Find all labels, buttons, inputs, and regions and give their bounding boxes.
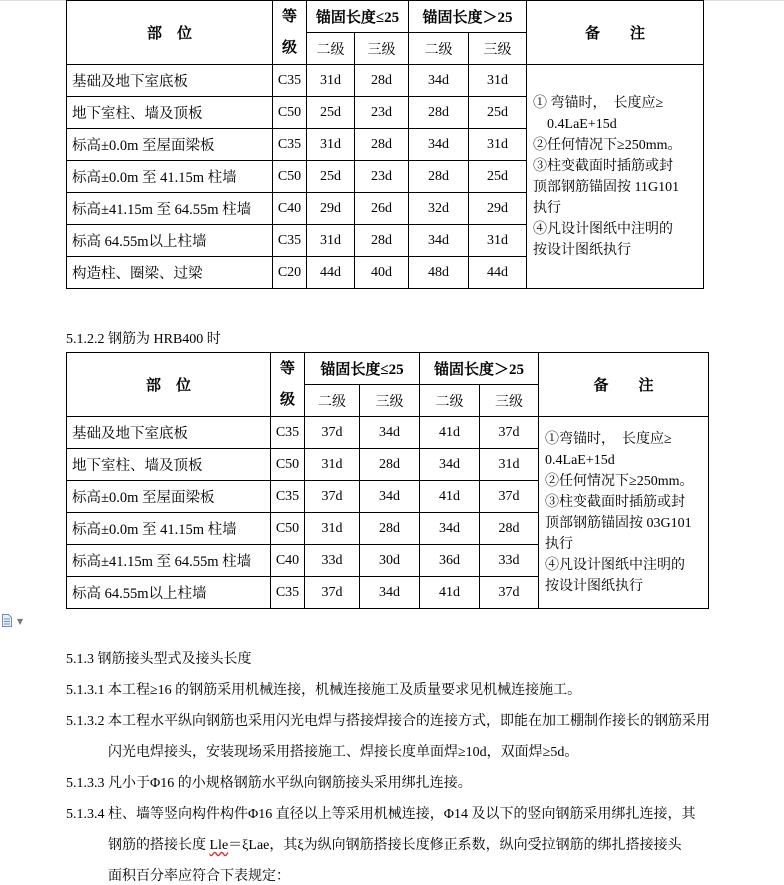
paragraph-5-1-3-2: 5.1.3.2 本工程水平纵向钢筋也采用闪光电焊与搭接焊接合的连接方式，即能在加工棚制作接长的钢筋采用 [66,714,710,729]
cell-value: 25d [307,97,355,129]
cell-value: 37d [305,417,360,449]
cell-grade: C35 [273,129,307,161]
cell-value: 44d [307,257,355,289]
header-level3: 三级 [360,385,420,417]
cell-value: 25d [469,161,527,193]
paragraph-5-1-3-4: 5.1.3.4 柱、墙等竖向构件构件Φ16 直径以上等采用机械连接，Φ14 及以下的竖向钢筋采用绑扎连接，其 [66,807,696,822]
cell-value: 31d [307,129,355,161]
paragraph-5-1-3-4-cont2: 面积百分率应符合下表规定： [108,869,290,884]
cell-grade: C20 [273,257,307,289]
cell-value: 34d [360,577,420,609]
paragraph-5-1-3: 5.1.3 钢筋接头型式及接头长度 [66,652,252,667]
cell-value: 34d [360,481,420,513]
header-location: 部 位 [67,353,271,417]
header-level3: 三级 [355,33,409,65]
header-level3: 三级 [480,385,539,417]
header-anchor-le25: 锚固长度≤25 [307,1,409,33]
cell-value: 31d [469,225,527,257]
cell-value: 37d [480,577,539,609]
cell-value: 25d [307,161,355,193]
cell-grade: C35 [271,481,305,513]
cell-value: 41d [420,481,480,513]
remarks-notes: ① 弯锚时， 长度应≥ 0.4LaE+15d ②任何情况下≥250mm。 ③柱变截面时插筋或封 顶部钢筋锚固按 11G101 执行 ④凡设计图纸中注明的 按设计图纸执行 [527,65,704,289]
cell-value: 31d [307,65,355,97]
dropdown-caret-icon[interactable]: ▼ [17,617,24,626]
cell-value: 26d [355,193,409,225]
anchorage-table-2 [66,352,709,609]
header-remarks: 备 注 [527,1,704,65]
cell-value: 41d [420,417,480,449]
cell-value: 48d [409,257,469,289]
cell-value: 28d [480,513,539,545]
cell-value: 28d [355,129,409,161]
header-level2: 二级 [420,385,480,417]
text-run: ＝ξLae，其ξ为纵向钢筋搭接长度修正系数，纵向受拉钢筋的绑扎搭接接头 [228,838,682,853]
paragraph-5-1-3-1: 5.1.3.1 本工程≥16 的钢筋采用机械连接，机械连接施工及质量要求见机械连接施工。 [66,683,582,698]
header-level2: 二级 [409,33,469,65]
cell-grade: C35 [271,577,305,609]
text-run: 钢筋的搭接长度 [108,838,210,853]
document-icon[interactable] [2,614,12,627]
cell-value: 31d [480,449,539,481]
header-grade: 等 级 [271,353,305,417]
cell-value: 31d [469,129,527,161]
paragraph-5-1-3-2-cont: 闪光电焊接头，安装现场采用搭接施工、焊接长度单面焊≥10d，双面焊≥5d。 [108,745,579,760]
cell-value: 37d [480,481,539,513]
cell-location: 地下室柱、墙及顶板 [67,97,273,129]
cell-grade: C50 [273,97,307,129]
cell-value: 34d [409,129,469,161]
cell-value: 30d [360,545,420,577]
cell-value: 28d [360,513,420,545]
section-heading-hrb400: 5.1.2.2 钢筋为 HRB400 时 [66,332,221,347]
table-row [67,65,704,97]
cell-value: 28d [355,225,409,257]
cell-value: 37d [305,481,360,513]
cell-location: 标高±0.0m 至 41.15m 柱墙 [67,161,273,193]
cell-value: 28d [355,65,409,97]
cell-value: 41d [420,577,480,609]
cell-value: 29d [469,193,527,225]
cell-grade: C35 [271,417,305,449]
cell-grade: C50 [273,161,307,193]
cell-value: 28d [409,97,469,129]
spellcheck-flagged-text: Lle [209,838,229,853]
cell-value: 40d [355,257,409,289]
header-level2: 二级 [305,385,360,417]
cell-location: 基础及地下室底板 [67,65,273,97]
cell-value: 33d [305,545,360,577]
cell-value: 34d [409,65,469,97]
anchorage-table-1 [66,0,704,289]
cell-value: 31d [469,65,527,97]
cell-location: 标高±41.15m 至 64.55m 柱墙 [67,545,271,577]
remarks-notes: ①弯锚时， 长度应≥ 0.4LaE+15d ②任何情况下≥250mm。 ③柱变截面时插筋或封 顶部钢筋锚固按 03G101 执行 ④凡设计图纸中注明的 按设计图纸执行 [539,417,709,609]
header-anchor-gt25: 锚固长度＞25 [409,1,527,33]
cell-value: 23d [355,97,409,129]
cell-location: 基础及地下室底板 [67,417,271,449]
cell-grade: C40 [271,545,305,577]
cell-value: 34d [409,225,469,257]
cell-location: 标高 64.55m以上柱墙 [67,225,273,257]
header-location: 部 位 [67,1,273,65]
table-row [67,417,709,449]
header-level2: 二级 [307,33,355,65]
cell-location: 标高±41.15m 至 64.55m 柱墙 [67,193,273,225]
header-anchor-gt25: 锚固长度＞25 [420,353,539,385]
cell-grade: C35 [273,65,307,97]
paragraph-5-1-3-4-cont [108,834,682,854]
cell-value: 23d [355,161,409,193]
cell-value: 37d [480,417,539,449]
cell-grade: C35 [273,225,307,257]
cell-value: 28d [409,161,469,193]
cell-value: 37d [305,577,360,609]
header-grade: 等 级 [273,1,307,65]
cell-value: 34d [420,513,480,545]
cell-value: 34d [420,449,480,481]
cell-value: 29d [307,193,355,225]
cell-value: 25d [469,97,527,129]
cell-location: 构造柱、圈梁、过梁 [67,257,273,289]
header-level3: 三级 [469,33,527,65]
cell-location: 地下室柱、墙及顶板 [67,449,271,481]
cell-value: 33d [480,545,539,577]
cell-location: 标高±0.0m 至 41.15m 柱墙 [67,513,271,545]
cell-value: 44d [469,257,527,289]
cell-location: 标高±0.0m 至屋面梁板 [67,481,271,513]
cell-grade: C50 [271,449,305,481]
cell-location: 标高 64.55m以上柱墙 [67,577,271,609]
cell-value: 32d [409,193,469,225]
cell-value: 31d [307,225,355,257]
cell-value: 31d [305,513,360,545]
cell-location: 标高±0.0m 至屋面梁板 [67,129,273,161]
cell-grade: C50 [271,513,305,545]
header-remarks: 备 注 [539,353,709,417]
paragraph-5-1-3-3: 5.1.3.3 凡小于Φ16 的小规格钢筋水平纵向钢筋接头采用绑扎连接。 [66,776,472,791]
cell-grade: C40 [273,193,307,225]
cell-value: 28d [360,449,420,481]
cell-value: 36d [420,545,480,577]
header-anchor-le25: 锚固长度≤25 [305,353,420,385]
cell-value: 31d [305,449,360,481]
cell-value: 34d [360,417,420,449]
